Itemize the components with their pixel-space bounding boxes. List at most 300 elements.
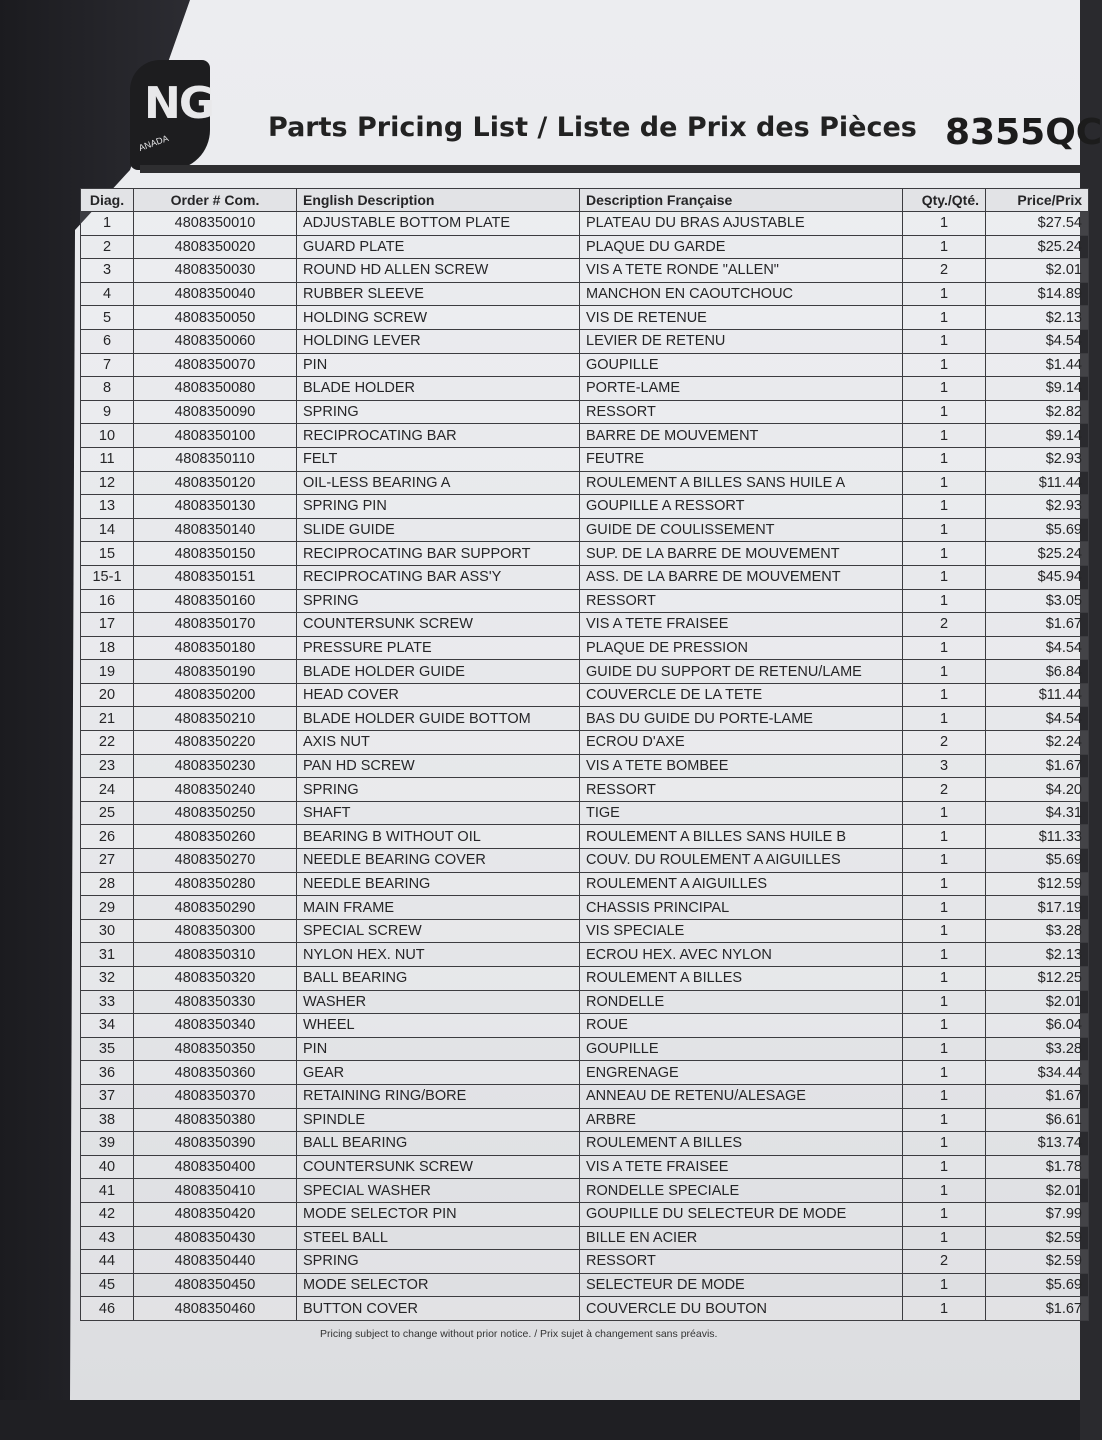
cell-order-number: 4808350240 bbox=[134, 778, 297, 802]
cell-english-description: BEARING B WITHOUT OIL bbox=[297, 825, 580, 849]
cell-french-description: VIS SPECIALE bbox=[580, 919, 903, 943]
cell-diag: 5 bbox=[81, 306, 134, 330]
cell-diag: 14 bbox=[81, 518, 134, 542]
cell-price: $4.20 bbox=[986, 778, 1089, 802]
cell-french-description: BILLE EN ACIER bbox=[580, 1226, 903, 1250]
cell-order-number: 4808350070 bbox=[134, 353, 297, 377]
cell-english-description: GEAR bbox=[297, 1061, 580, 1085]
cell-order-number: 4808350430 bbox=[134, 1226, 297, 1250]
table-body bbox=[81, 212, 1089, 1321]
cell-english-description: HEAD COVER bbox=[297, 683, 580, 707]
cell-quantity: 1 bbox=[903, 896, 986, 920]
cell-french-description: ARBRE bbox=[580, 1108, 903, 1132]
cell-english-description: WHEEL bbox=[297, 1014, 580, 1038]
cell-quantity: 1 bbox=[903, 1108, 986, 1132]
cell-order-number: 4808350370 bbox=[134, 1084, 297, 1108]
table-row bbox=[81, 896, 1089, 920]
cell-quantity: 1 bbox=[903, 801, 986, 825]
cell-order-number: 4808350110 bbox=[134, 447, 297, 471]
cell-english-description: BLADE HOLDER GUIDE BOTTOM bbox=[297, 707, 580, 731]
cell-english-description: RECIPROCATING BAR SUPPORT bbox=[297, 542, 580, 566]
cell-price: $12.59 bbox=[986, 872, 1089, 896]
cell-price: $11.44 bbox=[986, 471, 1089, 495]
table-row bbox=[81, 259, 1089, 283]
cell-price: $9.14 bbox=[986, 377, 1089, 401]
cell-order-number: 4808350200 bbox=[134, 683, 297, 707]
cell-price: $2.24 bbox=[986, 731, 1089, 755]
cell-order-number: 4808350340 bbox=[134, 1014, 297, 1038]
cell-french-description: PLAQUE DU GARDE bbox=[580, 235, 903, 259]
cell-french-description: GOUPILLE bbox=[580, 353, 903, 377]
cell-french-description: CHASSIS PRINCIPAL bbox=[580, 896, 903, 920]
cell-english-description: RETAINING RING/BORE bbox=[297, 1084, 580, 1108]
cell-diag: 23 bbox=[81, 754, 134, 778]
cell-price: $34.44 bbox=[986, 1061, 1089, 1085]
table-row bbox=[81, 542, 1089, 566]
table-row bbox=[81, 565, 1089, 589]
cell-french-description: COUV. DU ROULEMENT A AIGUILLES bbox=[580, 849, 903, 873]
cell-quantity: 1 bbox=[903, 1179, 986, 1203]
cell-english-description: BLADE HOLDER GUIDE bbox=[297, 660, 580, 684]
cell-french-description: LEVIER DE RETENU bbox=[580, 329, 903, 353]
cell-quantity: 3 bbox=[903, 754, 986, 778]
cell-quantity: 1 bbox=[903, 1061, 986, 1085]
cell-order-number: 4808350060 bbox=[134, 329, 297, 353]
cell-english-description: RECIPROCATING BAR ASS'Y bbox=[297, 565, 580, 589]
cell-french-description: RESSORT bbox=[580, 589, 903, 613]
cell-quantity: 1 bbox=[903, 495, 986, 519]
table-row bbox=[81, 424, 1089, 448]
cell-english-description: HOLDING LEVER bbox=[297, 329, 580, 353]
cell-english-description: NEEDLE BEARING bbox=[297, 872, 580, 896]
cell-order-number: 4808350250 bbox=[134, 801, 297, 825]
cell-quantity: 2 bbox=[903, 259, 986, 283]
cell-french-description: BAS DU GUIDE DU PORTE-LAME bbox=[580, 707, 903, 731]
cell-price: $11.33 bbox=[986, 825, 1089, 849]
cell-order-number: 4808350130 bbox=[134, 495, 297, 519]
cell-english-description: COUNTERSUNK SCREW bbox=[297, 613, 580, 637]
table-row bbox=[81, 282, 1089, 306]
cell-french-description: SELECTEUR DE MODE bbox=[580, 1273, 903, 1297]
cell-price: $5.69 bbox=[986, 849, 1089, 873]
cell-price: $6.04 bbox=[986, 1014, 1089, 1038]
logo-letters: NG bbox=[144, 78, 213, 129]
cell-french-description: VIS DE RETENUE bbox=[580, 306, 903, 330]
cell-french-description: COUVERCLE DU BOUTON bbox=[580, 1297, 903, 1321]
cell-price: $11.44 bbox=[986, 683, 1089, 707]
cell-price: $2.82 bbox=[986, 400, 1089, 424]
cell-english-description: RECIPROCATING BAR bbox=[297, 424, 580, 448]
cell-english-description: ADJUSTABLE BOTTOM PLATE bbox=[297, 212, 580, 236]
table-row bbox=[81, 943, 1089, 967]
cell-english-description: GUARD PLATE bbox=[297, 235, 580, 259]
table-row bbox=[81, 329, 1089, 353]
cell-quantity: 1 bbox=[903, 542, 986, 566]
table-row bbox=[81, 707, 1089, 731]
cell-order-number: 4808350460 bbox=[134, 1297, 297, 1321]
cell-price: $2.01 bbox=[986, 259, 1089, 283]
cell-english-description: OIL-LESS BEARING A bbox=[297, 471, 580, 495]
cell-quantity: 1 bbox=[903, 636, 986, 660]
cell-quantity: 2 bbox=[903, 731, 986, 755]
cell-diag: 1 bbox=[81, 212, 134, 236]
cell-diag: 32 bbox=[81, 967, 134, 991]
cell-english-description: MODE SELECTOR bbox=[297, 1273, 580, 1297]
cell-french-description: SUP. DE LA BARRE DE MOUVEMENT bbox=[580, 542, 903, 566]
logo-subtext: ANADA bbox=[137, 132, 170, 154]
cell-quantity: 1 bbox=[903, 872, 986, 896]
cell-price: $25.24 bbox=[986, 235, 1089, 259]
cell-diag: 12 bbox=[81, 471, 134, 495]
surface-shadow bbox=[0, 1400, 1080, 1440]
cell-french-description: PORTE-LAME bbox=[580, 377, 903, 401]
table-row bbox=[81, 1226, 1089, 1250]
cell-french-description: VIS A TETE FRAISEE bbox=[580, 1155, 903, 1179]
cell-diag: 46 bbox=[81, 1297, 134, 1321]
cell-french-description: MANCHON EN CAOUTCHOUC bbox=[580, 282, 903, 306]
cell-order-number: 4808350210 bbox=[134, 707, 297, 731]
cell-english-description: SHAFT bbox=[297, 801, 580, 825]
cell-order-number: 4808350440 bbox=[134, 1250, 297, 1274]
table-row bbox=[81, 801, 1089, 825]
cell-english-description: BALL BEARING bbox=[297, 1132, 580, 1156]
cell-order-number: 4808350350 bbox=[134, 1037, 297, 1061]
cell-diag: 3 bbox=[81, 259, 134, 283]
cell-price: $1.67 bbox=[986, 1084, 1089, 1108]
cell-diag: 37 bbox=[81, 1084, 134, 1108]
cell-diag: 13 bbox=[81, 495, 134, 519]
cell-order-number: 4808350160 bbox=[134, 589, 297, 613]
brand-logo bbox=[130, 60, 213, 170]
cell-english-description: AXIS NUT bbox=[297, 731, 580, 755]
cell-price: $1.44 bbox=[986, 353, 1089, 377]
cell-order-number: 4808350170 bbox=[134, 613, 297, 637]
cell-french-description: ROULEMENT A BILLES SANS HUILE B bbox=[580, 825, 903, 849]
cell-quantity: 1 bbox=[903, 329, 986, 353]
cell-french-description: ECROU HEX. AVEC NYLON bbox=[580, 943, 903, 967]
cell-english-description: SPINDLE bbox=[297, 1108, 580, 1132]
column-header-diag: Diag. bbox=[81, 189, 134, 212]
cell-price: $1.78 bbox=[986, 1155, 1089, 1179]
cell-english-description: RUBBER SLEEVE bbox=[297, 282, 580, 306]
parts-table bbox=[80, 188, 1089, 1321]
cell-english-description: MODE SELECTOR PIN bbox=[297, 1202, 580, 1226]
cell-order-number: 4808350030 bbox=[134, 259, 297, 283]
cell-price: $4.54 bbox=[986, 636, 1089, 660]
table-row bbox=[81, 495, 1089, 519]
cell-quantity: 1 bbox=[903, 707, 986, 731]
cell-quantity: 1 bbox=[903, 1084, 986, 1108]
cell-order-number: 4808350280 bbox=[134, 872, 297, 896]
cell-quantity: 2 bbox=[903, 1250, 986, 1274]
cell-french-description: RESSORT bbox=[580, 1250, 903, 1274]
cell-quantity: 1 bbox=[903, 1014, 986, 1038]
cell-order-number: 4808350150 bbox=[134, 542, 297, 566]
cell-price: $1.67 bbox=[986, 1297, 1089, 1321]
cell-price: $3.05 bbox=[986, 589, 1089, 613]
cell-order-number: 4808350320 bbox=[134, 967, 297, 991]
cell-quantity: 1 bbox=[903, 990, 986, 1014]
cell-diag: 15-1 bbox=[81, 565, 134, 589]
cell-diag: 16 bbox=[81, 589, 134, 613]
cell-price: $7.99 bbox=[986, 1202, 1089, 1226]
cell-quantity: 1 bbox=[903, 212, 986, 236]
cell-diag: 8 bbox=[81, 377, 134, 401]
cell-diag: 10 bbox=[81, 424, 134, 448]
cell-quantity: 1 bbox=[903, 282, 986, 306]
cell-diag: 22 bbox=[81, 731, 134, 755]
cell-order-number: 4808350360 bbox=[134, 1061, 297, 1085]
cell-quantity: 2 bbox=[903, 778, 986, 802]
cell-diag: 6 bbox=[81, 329, 134, 353]
column-header-price: Price/Prix bbox=[986, 189, 1089, 212]
cell-english-description: WASHER bbox=[297, 990, 580, 1014]
cell-english-description: BUTTON COVER bbox=[297, 1297, 580, 1321]
cell-french-description: ROULEMENT A BILLES SANS HUILE A bbox=[580, 471, 903, 495]
cell-english-description: PRESSURE PLATE bbox=[297, 636, 580, 660]
cell-quantity: 1 bbox=[903, 849, 986, 873]
cell-order-number: 4808350330 bbox=[134, 990, 297, 1014]
cell-french-description: VIS A TETE RONDE "ALLEN" bbox=[580, 259, 903, 283]
cell-diag: 38 bbox=[81, 1108, 134, 1132]
cell-order-number: 4808350380 bbox=[134, 1108, 297, 1132]
table-row bbox=[81, 1155, 1089, 1179]
column-header-french: Description Française bbox=[580, 189, 903, 212]
cell-order-number: 4808350300 bbox=[134, 919, 297, 943]
cell-order-number: 4808350140 bbox=[134, 518, 297, 542]
cell-price: $1.67 bbox=[986, 754, 1089, 778]
cell-quantity: 1 bbox=[903, 660, 986, 684]
cell-quantity: 1 bbox=[903, 400, 986, 424]
cell-english-description: SPRING bbox=[297, 1250, 580, 1274]
cell-english-description: SPRING bbox=[297, 778, 580, 802]
cell-diag: 33 bbox=[81, 990, 134, 1014]
table-row bbox=[81, 731, 1089, 755]
table-row bbox=[81, 660, 1089, 684]
cell-diag: 17 bbox=[81, 613, 134, 637]
cell-quantity: 2 bbox=[903, 613, 986, 637]
header-rule bbox=[140, 165, 1080, 173]
table-row bbox=[81, 1250, 1089, 1274]
cell-diag: 30 bbox=[81, 919, 134, 943]
cell-french-description: GUIDE DE COULISSEMENT bbox=[580, 518, 903, 542]
table-row bbox=[81, 447, 1089, 471]
cell-price: $2.01 bbox=[986, 990, 1089, 1014]
table-header-row bbox=[81, 189, 1089, 212]
cell-order-number: 4808350220 bbox=[134, 731, 297, 755]
cell-order-number: 4808350420 bbox=[134, 1202, 297, 1226]
table-row bbox=[81, 1108, 1089, 1132]
table-row bbox=[81, 400, 1089, 424]
cell-french-description: VIS A TETE FRAISEE bbox=[580, 613, 903, 637]
cell-french-description: TIGE bbox=[580, 801, 903, 825]
cell-price: $1.67 bbox=[986, 613, 1089, 637]
cell-english-description: NYLON HEX. NUT bbox=[297, 943, 580, 967]
cell-diag: 34 bbox=[81, 1014, 134, 1038]
cell-diag: 36 bbox=[81, 1061, 134, 1085]
cell-order-number: 4808350290 bbox=[134, 896, 297, 920]
cell-price: $27.54 bbox=[986, 212, 1089, 236]
cell-price: $3.28 bbox=[986, 919, 1089, 943]
cell-quantity: 1 bbox=[903, 967, 986, 991]
cell-diag: 4 bbox=[81, 282, 134, 306]
parts-table-container bbox=[80, 188, 1082, 1321]
column-header-english: English Description bbox=[297, 189, 580, 212]
cell-diag: 25 bbox=[81, 801, 134, 825]
table-row bbox=[81, 636, 1089, 660]
cell-diag: 21 bbox=[81, 707, 134, 731]
cell-english-description: BALL BEARING bbox=[297, 967, 580, 991]
cell-english-description: STEEL BALL bbox=[297, 1226, 580, 1250]
cell-order-number: 4808350120 bbox=[134, 471, 297, 495]
cell-french-description: ROULEMENT A BILLES bbox=[580, 1132, 903, 1156]
cell-quantity: 1 bbox=[903, 235, 986, 259]
cell-price: $5.69 bbox=[986, 518, 1089, 542]
cell-diag: 15 bbox=[81, 542, 134, 566]
cell-price: $4.54 bbox=[986, 329, 1089, 353]
cell-price: $13.74 bbox=[986, 1132, 1089, 1156]
table-row bbox=[81, 377, 1089, 401]
cell-french-description: COUVERCLE DE LA TETE bbox=[580, 683, 903, 707]
cell-diag: 28 bbox=[81, 872, 134, 896]
cell-english-description: SPECIAL SCREW bbox=[297, 919, 580, 943]
cell-order-number: 4808350100 bbox=[134, 424, 297, 448]
cell-quantity: 1 bbox=[903, 919, 986, 943]
cell-english-description: HOLDING SCREW bbox=[297, 306, 580, 330]
cell-diag: 40 bbox=[81, 1155, 134, 1179]
cell-order-number: 4808350180 bbox=[134, 636, 297, 660]
cell-quantity: 1 bbox=[903, 353, 986, 377]
cell-french-description: RESSORT bbox=[580, 778, 903, 802]
cell-french-description: PLATEAU DU BRAS AJUSTABLE bbox=[580, 212, 903, 236]
table-row bbox=[81, 872, 1089, 896]
cell-order-number: 4808350080 bbox=[134, 377, 297, 401]
cell-price: $17.19 bbox=[986, 896, 1089, 920]
table-row bbox=[81, 306, 1089, 330]
cell-french-description: ANNEAU DE RETENU/ALESAGE bbox=[580, 1084, 903, 1108]
cell-order-number: 4808350020 bbox=[134, 235, 297, 259]
table-row bbox=[81, 1297, 1089, 1321]
cell-french-description: ROULEMENT A AIGUILLES bbox=[580, 872, 903, 896]
table-row bbox=[81, 1132, 1089, 1156]
cell-english-description: ROUND HD ALLEN SCREW bbox=[297, 259, 580, 283]
cell-english-description: SLIDE GUIDE bbox=[297, 518, 580, 542]
cell-french-description: GOUPILLE DU SELECTEUR DE MODE bbox=[580, 1202, 903, 1226]
cell-english-description: PIN bbox=[297, 1037, 580, 1061]
table-row bbox=[81, 1061, 1089, 1085]
cell-price: $2.93 bbox=[986, 495, 1089, 519]
cell-french-description: ECROU D'AXE bbox=[580, 731, 903, 755]
cell-order-number: 4808350410 bbox=[134, 1179, 297, 1203]
cell-french-description: FEUTRE bbox=[580, 447, 903, 471]
cell-quantity: 1 bbox=[903, 565, 986, 589]
cell-quantity: 1 bbox=[903, 1155, 986, 1179]
cell-english-description: COUNTERSUNK SCREW bbox=[297, 1155, 580, 1179]
cell-diag: 31 bbox=[81, 943, 134, 967]
cell-price: $14.89 bbox=[986, 282, 1089, 306]
cell-order-number: 4808350040 bbox=[134, 282, 297, 306]
cell-quantity: 1 bbox=[903, 943, 986, 967]
cell-quantity: 1 bbox=[903, 589, 986, 613]
cell-diag: 18 bbox=[81, 636, 134, 660]
cell-english-description: NEEDLE BEARING COVER bbox=[297, 849, 580, 873]
table-row bbox=[81, 825, 1089, 849]
cell-price: $6.84 bbox=[986, 660, 1089, 684]
cell-diag: 41 bbox=[81, 1179, 134, 1203]
table-row bbox=[81, 1037, 1089, 1061]
cell-diag: 43 bbox=[81, 1226, 134, 1250]
cell-diag: 35 bbox=[81, 1037, 134, 1061]
cell-price: $9.14 bbox=[986, 424, 1089, 448]
pricing-disclaimer: Pricing subject to change without prior notice. / Prix sujet à changement sans préavis. bbox=[320, 1328, 718, 1340]
cell-price: $2.59 bbox=[986, 1250, 1089, 1274]
cell-quantity: 1 bbox=[903, 683, 986, 707]
cell-price: $4.31 bbox=[986, 801, 1089, 825]
table-row bbox=[81, 990, 1089, 1014]
cell-diag: 45 bbox=[81, 1273, 134, 1297]
cell-english-description: PAN HD SCREW bbox=[297, 754, 580, 778]
cell-diag: 7 bbox=[81, 353, 134, 377]
cell-diag: 44 bbox=[81, 1250, 134, 1274]
table-row bbox=[81, 849, 1089, 873]
cell-price: $2.93 bbox=[986, 447, 1089, 471]
table-row bbox=[81, 919, 1089, 943]
cell-quantity: 1 bbox=[903, 424, 986, 448]
table-row bbox=[81, 518, 1089, 542]
cell-price: $2.59 bbox=[986, 1226, 1089, 1250]
table-row bbox=[81, 778, 1089, 802]
cell-order-number: 4808350230 bbox=[134, 754, 297, 778]
column-header-qty: Qty./Qté. bbox=[903, 189, 986, 212]
cell-order-number: 4808350010 bbox=[134, 212, 297, 236]
cell-quantity: 1 bbox=[903, 518, 986, 542]
table-row bbox=[81, 471, 1089, 495]
cell-french-description: GUIDE DU SUPPORT DE RETENU/LAME bbox=[580, 660, 903, 684]
cell-quantity: 1 bbox=[903, 471, 986, 495]
cell-diag: 20 bbox=[81, 683, 134, 707]
cell-price: $12.25 bbox=[986, 967, 1089, 991]
cell-quantity: 1 bbox=[903, 825, 986, 849]
cell-price: $25.24 bbox=[986, 542, 1089, 566]
cell-french-description: RONDELLE bbox=[580, 990, 903, 1014]
table-row bbox=[81, 1014, 1089, 1038]
table-row bbox=[81, 1084, 1089, 1108]
cell-order-number: 4808350050 bbox=[134, 306, 297, 330]
cell-french-description: RESSORT bbox=[580, 400, 903, 424]
table-row bbox=[81, 613, 1089, 637]
model-number: 8355QC bbox=[945, 112, 1102, 153]
cell-english-description: BLADE HOLDER bbox=[297, 377, 580, 401]
cell-price: $2.13 bbox=[986, 306, 1089, 330]
cell-quantity: 1 bbox=[903, 1037, 986, 1061]
cell-english-description: SPRING bbox=[297, 589, 580, 613]
cell-order-number: 4808350310 bbox=[134, 943, 297, 967]
cell-french-description: GOUPILLE bbox=[580, 1037, 903, 1061]
cell-diag: 42 bbox=[81, 1202, 134, 1226]
table-row bbox=[81, 967, 1089, 991]
cell-order-number: 4808350270 bbox=[134, 849, 297, 873]
cell-diag: 39 bbox=[81, 1132, 134, 1156]
cell-diag: 26 bbox=[81, 825, 134, 849]
table-row bbox=[81, 1202, 1089, 1226]
cell-english-description: SPECIAL WASHER bbox=[297, 1179, 580, 1203]
cell-price: $3.28 bbox=[986, 1037, 1089, 1061]
table-row bbox=[81, 235, 1089, 259]
cell-french-description: ROUE bbox=[580, 1014, 903, 1038]
cell-order-number: 4808350260 bbox=[134, 825, 297, 849]
cell-english-description: SPRING bbox=[297, 400, 580, 424]
cell-price: $45.94 bbox=[986, 565, 1089, 589]
